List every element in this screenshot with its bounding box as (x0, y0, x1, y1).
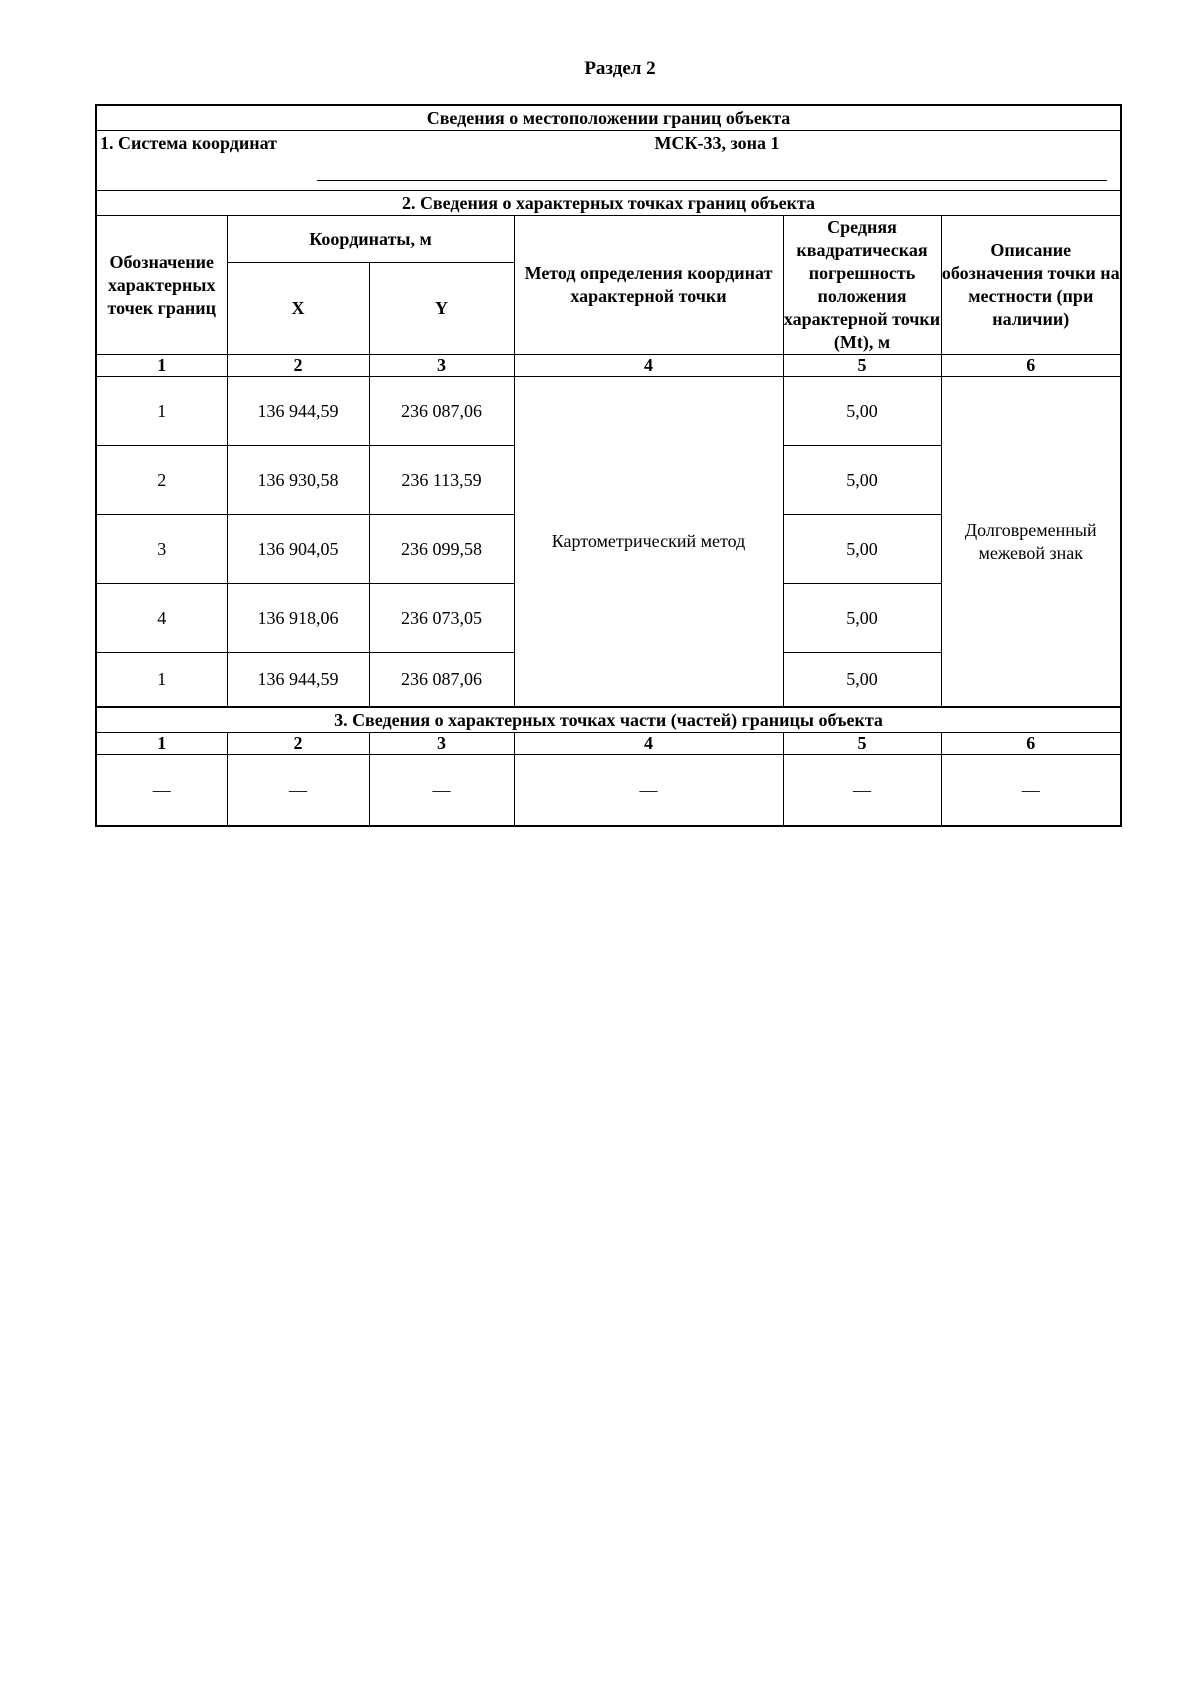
column-number-row (97, 733, 1120, 755)
method-value: Картометрический метод (514, 377, 783, 707)
header-error: Средняя квадратическая погрешность положения характерной точки (Mt), м (783, 216, 941, 355)
empty-cell: — (514, 755, 783, 826)
point-mt: 5,00 (783, 584, 941, 653)
table-row (97, 377, 1120, 446)
point-x: 136 930,58 (227, 446, 369, 515)
points-table (97, 216, 1120, 707)
point-mt: 5,00 (783, 515, 941, 584)
block-title: Сведения о местоположении границ объекта (97, 106, 1120, 131)
empty-cell: — (97, 755, 227, 826)
point-designation: 4 (97, 584, 227, 653)
empty-cell: — (227, 755, 369, 826)
section-title: Раздел 2 (584, 58, 656, 79)
description-value: Долговременный межевой знак (941, 377, 1120, 707)
column-number: 2 (227, 733, 369, 755)
point-x: 136 944,59 (227, 653, 369, 707)
column-number: 4 (514, 355, 783, 377)
column-number: 5 (783, 355, 941, 377)
empty-cell: — (783, 755, 941, 826)
empty-cell: — (369, 755, 514, 826)
coordinate-system-label: 1. Система координат (100, 133, 277, 153)
header-coordinates: Координаты, м (227, 216, 514, 263)
column-number: 6 (941, 733, 1120, 755)
column-number-row (97, 355, 1120, 377)
column-number: 5 (783, 733, 941, 755)
header-x: X (227, 263, 369, 355)
point-mt: 5,00 (783, 653, 941, 707)
points-section-title: 2. Сведения о характерных точках границ объекта (97, 191, 1120, 216)
parts-table (97, 733, 1120, 825)
point-designation: 1 (97, 653, 227, 707)
header-method: Метод определения координат характерной точки (514, 216, 783, 355)
column-number: 3 (369, 733, 514, 755)
point-mt: 5,00 (783, 446, 941, 515)
point-y: 236 073,05 (369, 584, 514, 653)
point-y: 236 087,06 (369, 653, 514, 707)
parts-section-title: 3. Сведения о характерных точках части (частей) границы объекта (97, 707, 1120, 733)
point-x: 136 918,06 (227, 584, 369, 653)
column-number: 2 (227, 355, 369, 377)
point-y: 236 099,58 (369, 515, 514, 584)
column-number: 4 (514, 733, 783, 755)
header-description: Описание обозначения точки на местности (при наличии) (941, 216, 1120, 355)
coordinate-system-value: МСК-33, зона 1 (654, 133, 780, 153)
boundary-info-form (95, 104, 1122, 827)
column-number: 1 (97, 733, 227, 755)
point-mt: 5,00 (783, 377, 941, 446)
column-number: 1 (97, 355, 227, 377)
empty-cell: — (941, 755, 1120, 826)
point-designation: 2 (97, 446, 227, 515)
point-x: 136 904,05 (227, 515, 369, 584)
point-x: 136 944,59 (227, 377, 369, 446)
point-designation: 1 (97, 377, 227, 446)
point-designation: 3 (97, 515, 227, 584)
point-y: 236 113,59 (369, 446, 514, 515)
header-y: Y (369, 263, 514, 355)
table-row (97, 755, 1120, 826)
header-designation: Обозначение характерных точек границ (97, 216, 227, 355)
coordinate-system-underline (317, 180, 1107, 181)
point-y: 236 087,06 (369, 377, 514, 446)
column-number: 3 (369, 355, 514, 377)
column-number: 6 (941, 355, 1120, 377)
coordinate-system-row (97, 131, 1120, 191)
